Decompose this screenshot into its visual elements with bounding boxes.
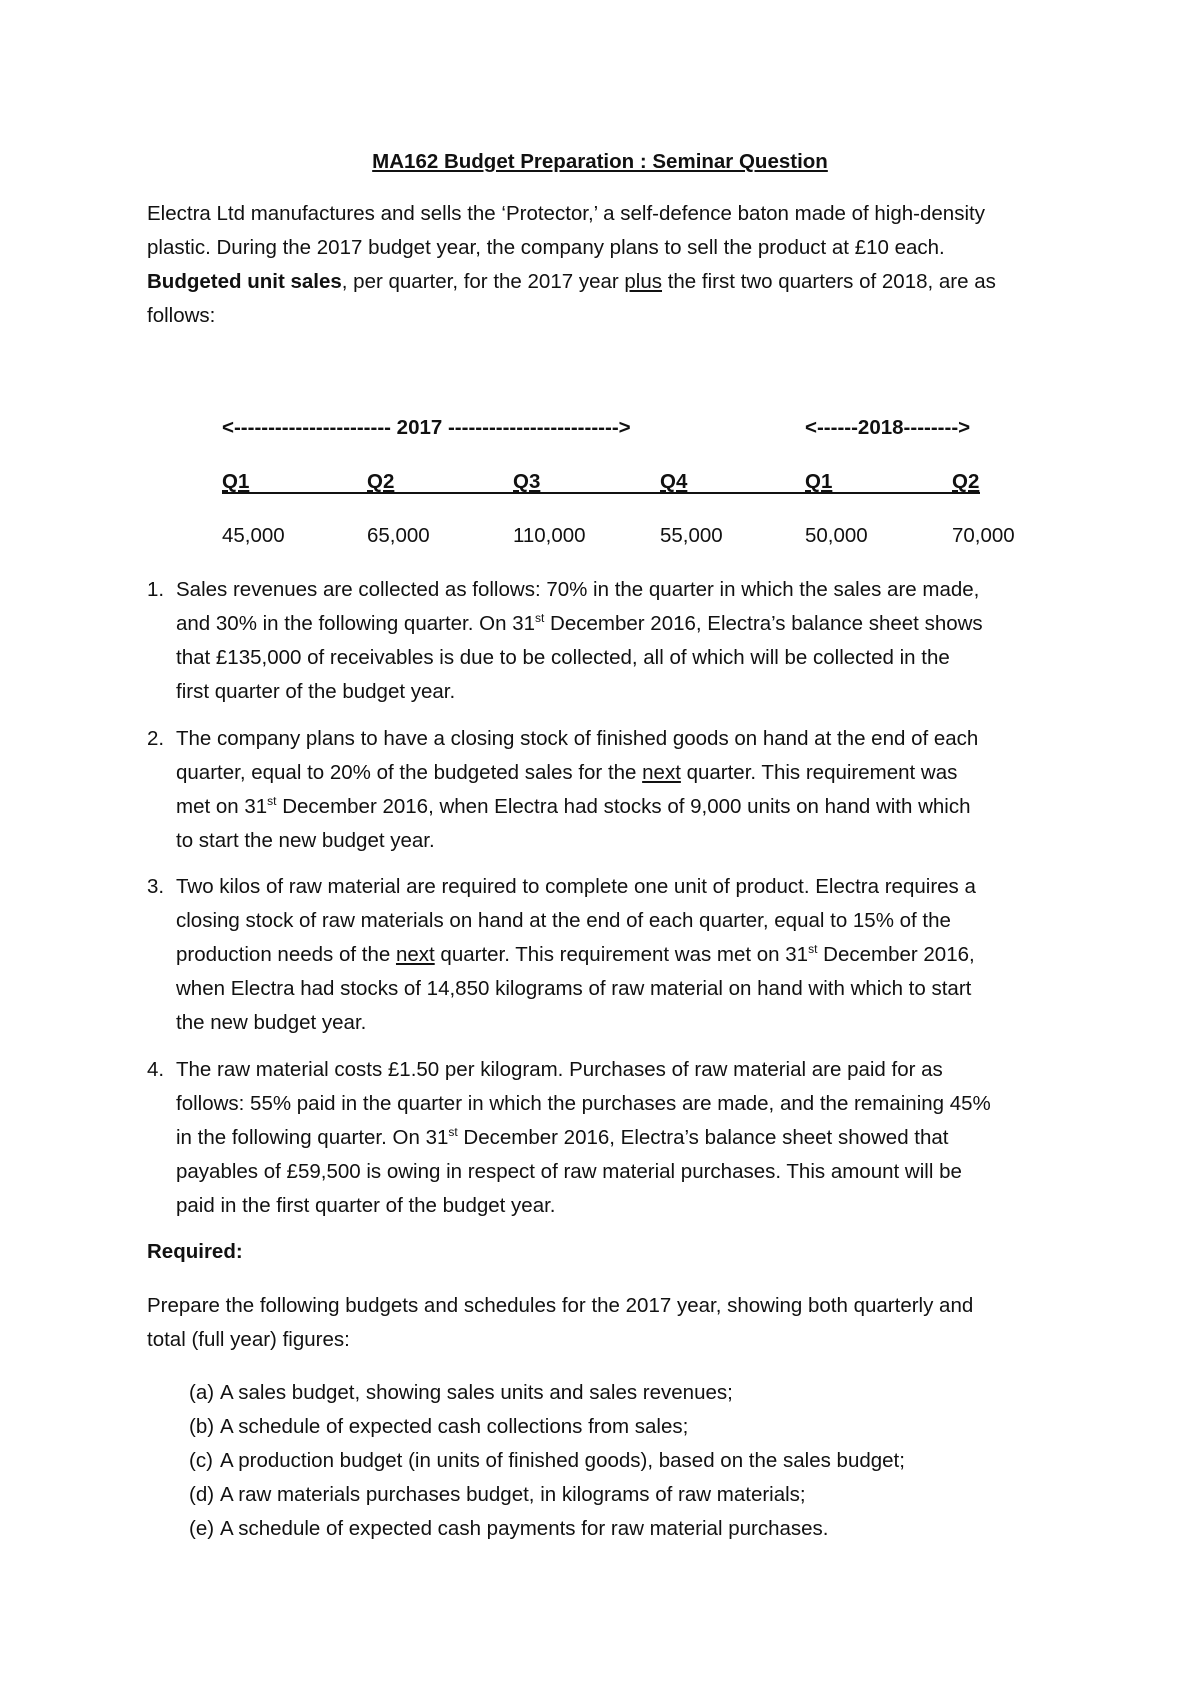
intro-line-1: Electra Ltd manufactures and sells the ‘Protector,’ a self-defence baton made of high-density	[147, 202, 985, 225]
subitem-text: A raw materials purchases budget, in kilograms of raw materials;	[220, 1483, 806, 1506]
item-number: 4.	[147, 1058, 165, 1081]
intro-line-3: Budgeted unit sales, per quarter, for the 2017 year plus the first two quarters of 2018, are as	[147, 270, 996, 293]
item-1-line: that £135,000 of receivables is due to be collected, all of which will be collected in the	[176, 646, 950, 669]
item-4-line: follows: 55% paid in the quarter in which the purchases are made, and the remaining 45%	[176, 1092, 991, 1115]
subitem-key: (c)	[189, 1449, 213, 1472]
item-2-line: The company plans to have a closing stock of finished goods on hand at the end of each	[176, 727, 979, 750]
subitem-key: (d)	[189, 1483, 215, 1506]
quarter-label: Q2	[952, 470, 980, 493]
subitem-key: (e)	[189, 1517, 215, 1540]
year-2018-header: <------2018-------->	[805, 416, 971, 439]
intro-line-2: plastic. During the 2017 budget year, the company plans to sell the product at £10 each.	[147, 236, 945, 259]
quarter-label: Q1	[222, 470, 250, 493]
item-2-line: met on 31st December 2016, when Electra had stocks of 9,000 units on hand with which	[176, 794, 971, 818]
item-1-line: and 30% in the following quarter. On 31st December 2016, Electra’s balance sheet shows	[176, 611, 983, 635]
page-title: MA162 Budget Preparation : Seminar Question	[372, 150, 828, 173]
item-1-line: first quarter of the budget year.	[176, 680, 456, 703]
item-2-line: quarter, equal to 20% of the budgeted sales for the next quarter. This requirement was	[176, 761, 958, 784]
required-heading: Required:	[147, 1240, 243, 1263]
item-1-line: Sales revenues are collected as follows: 70% in the quarter in which the sales are made,	[176, 578, 980, 601]
required-line-2: total (full year) figures:	[147, 1328, 350, 1351]
subitem-key: (b)	[189, 1415, 215, 1438]
subitem-text: A schedule of expected cash payments for raw material purchases.	[220, 1517, 829, 1540]
item-number: 1.	[147, 578, 165, 601]
year-2017-header: <----------------------- 2017 ------------------------->	[222, 416, 631, 439]
item-3-line: closing stock of raw materials on hand at the end of each quarter, equal to 15% of the	[176, 909, 951, 932]
item-4-line: The raw material costs £1.50 per kilogram. Purchases of raw material are paid for as	[176, 1058, 943, 1081]
required-line-1: Prepare the following budgets and schedules for the 2017 year, showing both quarterly and	[147, 1294, 974, 1317]
quarter-label: Q2	[367, 470, 395, 493]
quarter-label: Q3	[513, 470, 541, 493]
quarter-label: Q1	[805, 470, 833, 493]
item-4-line: payables of £59,500 is owing in respect of raw material purchases. This amount will be	[176, 1160, 962, 1183]
quarter-sales-value: 45,000	[222, 524, 285, 547]
item-3-line: when Electra had stocks of 14,850 kilograms of raw material on hand with which to start	[176, 977, 972, 1000]
quarter-label: Q4	[660, 470, 688, 493]
intro-line-4: follows:	[147, 304, 216, 327]
item-3-line: production needs of the next quarter. This requirement was met on 31st December 2016,	[176, 942, 975, 966]
quarter-sales-value: 50,000	[805, 524, 868, 547]
item-4-line: paid in the first quarter of the budget year.	[176, 1194, 556, 1217]
quarter-sales-value: 55,000	[660, 524, 723, 547]
budgeted-unit-sales-label: Budgeted unit sales	[147, 270, 342, 293]
subitem-text: A schedule of expected cash collections from sales;	[220, 1415, 689, 1438]
quarter-sales-value: 110,000	[513, 524, 586, 547]
quarter-header-underline	[222, 492, 980, 494]
item-4-line: in the following quarter. On 31st December 2016, Electra’s balance sheet showed that	[176, 1125, 949, 1149]
subitem-key: (a)	[189, 1381, 215, 1404]
subitem-text: A sales budget, showing sales units and sales revenues;	[220, 1381, 733, 1404]
item-3-line: Two kilos of raw material are required to complete one unit of product. Electra requires a	[176, 875, 976, 898]
item-2-line: to start the new budget year.	[176, 829, 435, 852]
item-number: 3.	[147, 875, 165, 898]
quarter-sales-value: 70,000	[952, 524, 1015, 547]
item-3-line: the new budget year.	[176, 1011, 367, 1034]
subitem-text: A production budget (in units of finished goods), based on the sales budget;	[220, 1449, 905, 1472]
item-number: 2.	[147, 727, 165, 750]
quarter-sales-value: 65,000	[367, 524, 430, 547]
